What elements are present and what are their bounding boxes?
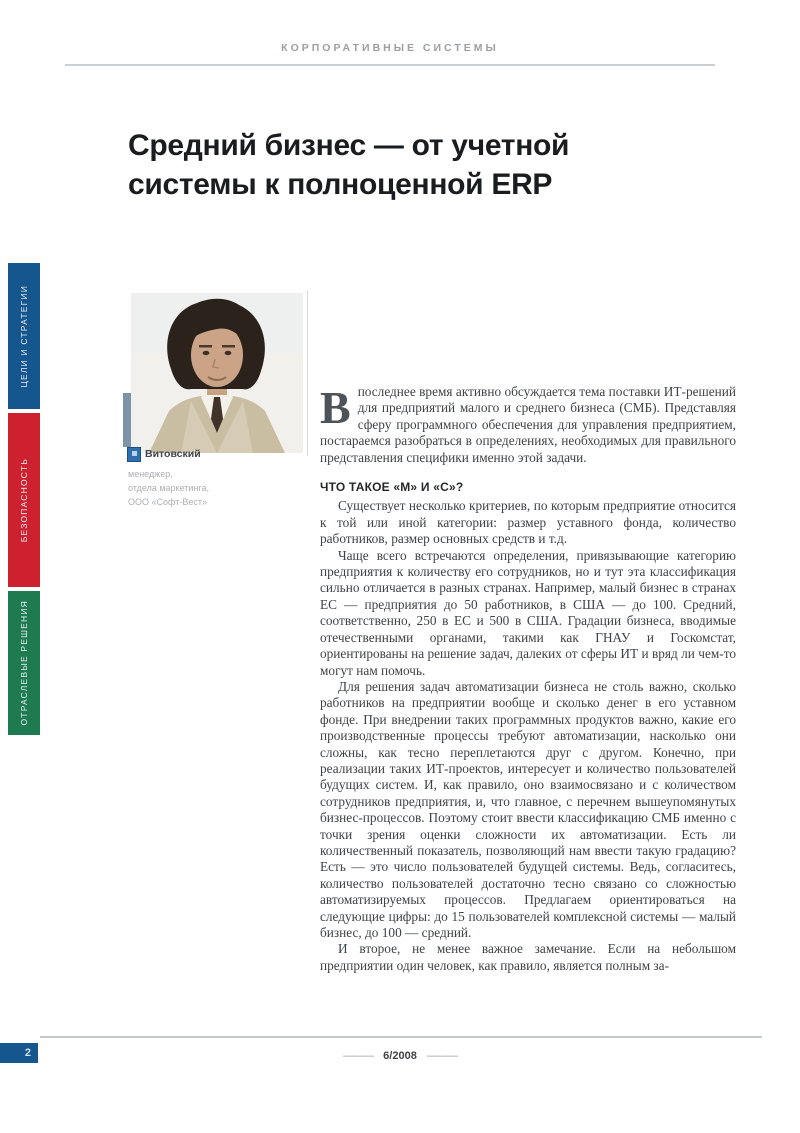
author-icon: [127, 447, 141, 462]
footer-issue: 6/2008: [383, 1050, 417, 1062]
paragraph-1: Существует несколько критериев, по которым предприятие относится к той или иной категории: размер уставного фонда, количество работников, размер основных средств и т.д.: [320, 498, 736, 547]
section-tab-goals: [8, 263, 40, 409]
photo-column-rule: [307, 290, 308, 456]
lead-paragraph: [320, 384, 736, 466]
author-detail-dept: отдела маркетинга,: [128, 483, 209, 493]
section-tab-industry: [8, 591, 40, 735]
author-name: Витовский: [145, 448, 201, 460]
article-title-line2: системы к полноценной ERP: [128, 168, 553, 201]
article-body: [320, 384, 736, 974]
photo-accent-bar: [123, 393, 131, 447]
dropcap: В: [320, 382, 351, 433]
header-rule: [65, 64, 715, 66]
section-heading: ЧТО ТАКОЕ «М» И «С»?: [320, 480, 464, 495]
page-number-badge: 2: [0, 1043, 38, 1063]
footer-left-dash: ———: [343, 1050, 374, 1062]
footer-right-dash: ———: [426, 1050, 457, 1062]
lead-text: последнее время активно обсуждается тема поставки ИТ-решений для предприятий малого и среднего бизнеса (СМБ). Представляя сферу программного обеспечения для управления предприятием, постараемся разобраться в определениях, необходимых для правильного представления специфики именно этой задачи.: [320, 384, 736, 465]
section-tab-security-label: БЕЗОПАСНОСТЬ: [19, 457, 29, 543]
article-title: [128, 126, 688, 204]
section-tab-goals-label: ЦЕЛИ И СТРАТЕГИИ: [19, 284, 29, 388]
section-tab-security: [8, 413, 40, 587]
author-detail-company: ООО «Софт-Вест»: [128, 497, 207, 507]
paragraph-3: Для решения задач автоматизации бизнеса не столь важно, сколько работников на предприятии вообще и сколько денег в его уставном фонде. При внедрении таких программных продуктов важно, какие его производственные процессы требуют автоматизации, насколько они сложны, как тесно переплетаются друг с другом. Конечно, при реализации таких ИТ-проектов, интересует и количество пользователей будущих систем. И, как правило, оно взаимосвязано и с количеством сотрудников предприятия, и, что главное, с перечнем вышеупомянутых бизнес-процессов. Поэтому стоит ввести классификацию СМБ именно с точки зрения оценки сложности их автоматизации. Есть ли количественный показатель, позволяющий нам ввести такую градацию? Есть — это число пользователей будущей системы. Ведь, согласитесь, количество пользователей достаточно тесно связано со сложностью автоматизируемых процессов. Предлагаем ориентироваться на следующие цифры: до 15 пользователей комплексной системы — малый бизнес, до 100 — средний.: [320, 678, 736, 940]
author-icon-glyph: [132, 451, 137, 456]
author-details: [128, 467, 298, 509]
footer: [0, 1050, 800, 1062]
paragraph-2: Чаще всего встречаются определения, привязывающие категорию предприятия к количеству его сотрудников, но и тут эта классификация сильно отличается в разных странах. Например, малый бизнес в странах ЕС — предприятия до 50 работников, в США — до 100. Средний, соответственно, 250 в ЕС и 500 в США. Градации бизнеса, вводимые отечественными органами, такими как ГНАУ и Госкомстат, ориентированы на решение задач, далеких от сферы ИТ и вряд ли чем-то могут нам помочь.: [320, 547, 736, 678]
author-detail-role: менеджер,: [128, 469, 173, 479]
paragraph-4: И второе, не менее важное замечание. Если на небольшом предприятии один человек, как правило, является полным за-: [320, 941, 736, 973]
section-tab-industry-label: ОТРАСЛЕВЫЕ РЕШЕНИЯ: [19, 600, 29, 726]
author-photo: [131, 293, 303, 453]
rubric-header: КОРПОРАТИВНЫЕ СИСТЕМЫ: [281, 42, 499, 54]
author-portrait-drawing: [131, 293, 303, 453]
article-title-line1: Средний бизнес — от учетной: [128, 129, 570, 162]
footer-rule: [40, 1036, 762, 1038]
